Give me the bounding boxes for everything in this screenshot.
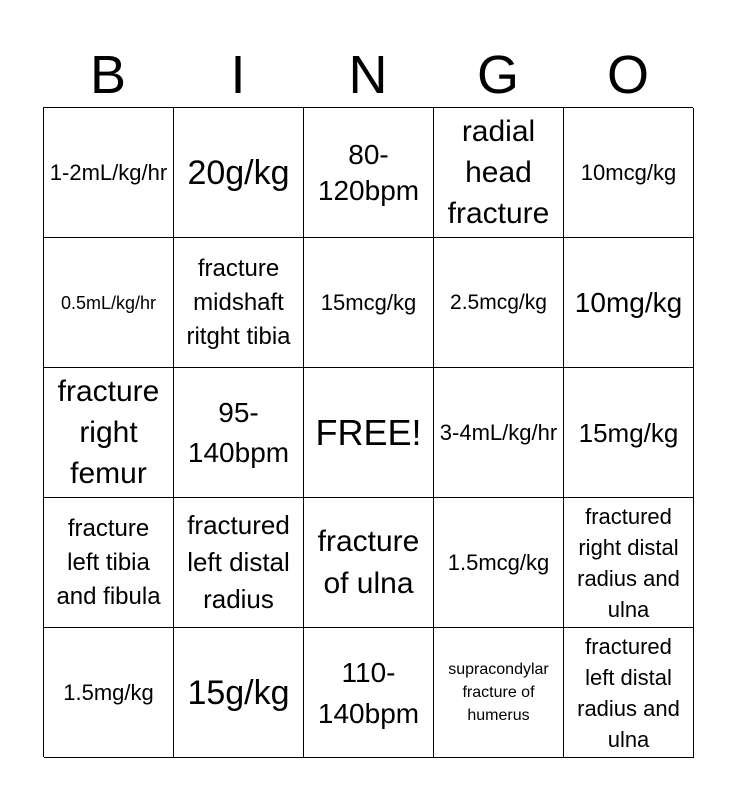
cell-text: 15g/kg [187, 673, 290, 712]
bingo-cell[interactable] [564, 368, 694, 498]
cell-text: fractured left distal radius [187, 510, 290, 614]
cell-text: FREE! [315, 411, 422, 453]
bingo-cell[interactable] [174, 498, 304, 628]
cell-text: fractured right distal radius and ulna [577, 503, 680, 622]
cell-text: 95-140bpm [187, 396, 290, 468]
bingo-cell[interactable] [304, 368, 434, 498]
bingo-cell[interactable] [44, 108, 174, 238]
cell-text: 3-4mL/kg/hr [439, 419, 558, 445]
cell-text: fracture midshaft ritght tibia [186, 254, 291, 350]
bingo-cell[interactable] [174, 238, 304, 368]
cell-text: 110-140bpm [317, 656, 420, 729]
cell-text: 15mcg/kg [320, 289, 417, 315]
header-letter-b: B [89, 45, 127, 105]
cell-text: 0.5mL/kg/hr [60, 292, 157, 313]
cell-text: fracture right femur [57, 375, 160, 490]
bingo-cell[interactable] [564, 498, 694, 628]
cell-text: 10mg/kg [574, 286, 683, 318]
bingo-cell[interactable] [44, 498, 174, 628]
bingo-cell[interactable] [174, 108, 304, 238]
cell-text: 20g/kg [187, 153, 290, 192]
cell-text: fracture of ulna [317, 524, 420, 600]
cell-text: radial head fracture [447, 115, 550, 230]
bingo-cell[interactable] [304, 628, 434, 758]
bingo-cell[interactable] [44, 628, 174, 758]
cell-text: 15mg/kg [578, 417, 679, 448]
bingo-cell[interactable] [434, 498, 564, 628]
bingo-cell[interactable] [434, 628, 564, 758]
cell-text: fracture left tibia and fibula [56, 514, 161, 610]
cell-text: 2.5mcg/kg [450, 290, 547, 314]
cell-text: 80-120bpm [317, 138, 420, 206]
cell-text: 1-2mL/kg/hr [49, 159, 168, 185]
bingo-cell[interactable] [44, 368, 174, 498]
cell-text: 1.5mg/kg [63, 679, 154, 705]
bingo-cell[interactable] [564, 238, 694, 368]
bingo-cell[interactable] [304, 498, 434, 628]
bingo-cell[interactable] [304, 108, 434, 238]
bingo-cell[interactable] [564, 628, 694, 758]
header-letter-o: O [606, 45, 649, 105]
cell-text: 1.5mcg/kg [447, 549, 550, 575]
bingo-cell[interactable] [564, 108, 694, 238]
cell-text: 10mcg/kg [580, 159, 677, 185]
bingo-cell[interactable] [434, 368, 564, 498]
bingo-card-grid [43, 107, 693, 757]
header-letter-n: N [348, 45, 388, 105]
header-letter-i: I [230, 45, 246, 105]
bingo-cell[interactable] [304, 238, 434, 368]
header-letter-g: G [476, 45, 519, 105]
bingo-cell[interactable] [434, 238, 564, 368]
bingo-cell[interactable] [434, 108, 564, 238]
cell-text: fractured left distal radius and ulna [577, 633, 680, 752]
bingo-cell[interactable] [174, 628, 304, 758]
cell-text: supracondylar fracture of humerus [448, 661, 549, 724]
bingo-header [43, 42, 693, 108]
bingo-cell[interactable] [174, 368, 304, 498]
bingo-cell[interactable] [44, 238, 174, 368]
